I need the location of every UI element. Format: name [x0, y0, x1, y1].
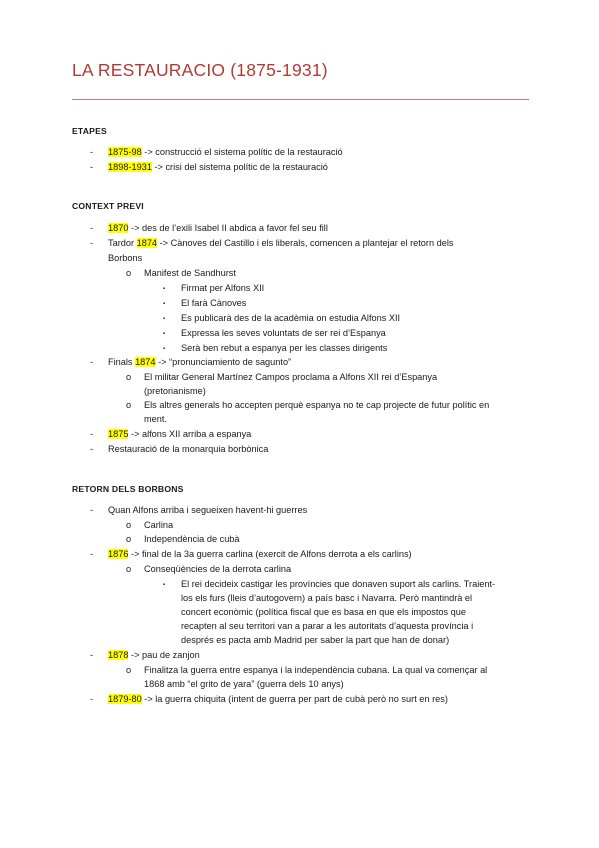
list-item: - — [90, 505, 94, 515]
sub-item-manifest: Manifest de Sandhurst — [144, 268, 236, 278]
sub-item: El militar General Martínez Campos proclama a Alfons XII rei d’Espanya — [144, 372, 438, 382]
sub-item-marker: o — [126, 665, 132, 675]
year-highlight: 1879-80 — [108, 694, 142, 704]
sub-sub-item-continuation: després es pacta amb Madrid per saber la part que han de donar) — [181, 635, 450, 645]
list-item-text: 1878 -> pau de zanjon — [108, 650, 200, 660]
list-item: - — [90, 223, 94, 233]
sub-item: Carlina — [144, 520, 174, 530]
section-heading-retorn: RETORN DELS BORBONS — [72, 484, 184, 494]
bullet-marker: ▪ — [163, 301, 166, 307]
bullet-marker: ▪ — [163, 316, 166, 322]
list-item: - — [90, 162, 94, 172]
sub-item: Independència de cubà — [144, 534, 240, 544]
list-item-text: 1870 -> des de l’exili Isabel II abdica a favor fel seu fill — [108, 223, 328, 233]
document-title: LA RESTAURACIO (1875-1931) — [72, 60, 328, 80]
section-heading-context: CONTEXT PREVI — [72, 201, 144, 211]
list-item: - — [90, 357, 94, 367]
list-item-continuation: Borbons — [108, 253, 143, 263]
bullet-marker: ▪ — [163, 331, 166, 337]
list-item-text: Restauració de la monarquia borbònica — [108, 444, 269, 454]
sub-item: Finalitza la guerra entre espanya i la independència cubana. La qual va començar al — [144, 665, 488, 675]
sub-item: Conseqüències de la derrota carlina — [144, 564, 292, 574]
list-item: - — [90, 238, 94, 248]
year-highlight: 1875-98 — [108, 147, 142, 157]
sub-sub-item: El farà Cànoves — [181, 298, 247, 308]
sub-item-marker: o — [126, 268, 132, 278]
section-heading-etapes: ETAPES — [72, 126, 107, 136]
list-item: - — [90, 444, 94, 454]
list-item: - — [90, 147, 94, 157]
list-item-text: Tardor 1874 -> Cànoves del Castillo i els liberals, comencen a plantejar el retorn dels — [108, 238, 454, 248]
year-highlight: 1876 — [108, 549, 129, 559]
year-highlight: 1870 — [108, 223, 129, 233]
list-item-text: 1875 -> alfons XII arriba a espanya — [108, 429, 252, 439]
sub-item: Els altres generals ho accepten perquè espanya no te cap projecte de futur polític en — [144, 400, 490, 410]
year-highlight: 1878 — [108, 650, 129, 660]
list-item: - — [90, 549, 94, 559]
list-item-text: 1898-1931 -> crisi del sistema polític de la restauració — [108, 162, 328, 172]
list-item-text: 1879-80 -> la guerra chiquita (intent de guerra per part de cubà però no surt en res) — [108, 694, 448, 704]
year-highlight: 1898-1931 — [108, 162, 152, 172]
sub-item-marker: o — [126, 372, 132, 382]
sub-sub-item-continuation: concert econòmic (política fiscal que es basa en que els impostos que — [181, 607, 466, 617]
bullet-marker: ▪ — [163, 582, 166, 588]
sub-sub-item: Firmat per Alfons XII — [181, 283, 265, 293]
list-item: - — [90, 694, 94, 704]
sub-item-continuation: ment. — [144, 414, 167, 424]
sub-item-continuation: 1868 amb “el grito de yara” (guerra dels 10 anys) — [144, 679, 344, 689]
list-item: - — [90, 650, 94, 660]
sub-sub-item: Es publicarà des de la acadèmia on estudia Alfons XII — [181, 313, 401, 323]
bullet-marker: ▪ — [163, 346, 166, 352]
sub-sub-item: Expressa les seves voluntats de ser rei d’Espanya — [181, 328, 386, 338]
sub-item-marker: o — [126, 534, 132, 544]
sub-sub-item-continuation: recapten al seu territori van a parar a les autoritats d’aquesta província i — [181, 621, 474, 631]
list-item-text: Quan Alfons arriba i segueixen havent-hi guerres — [108, 505, 308, 515]
list-item: - — [90, 429, 94, 439]
bullet-marker: ▪ — [163, 286, 166, 292]
sub-item-marker: o — [126, 520, 132, 530]
sub-sub-item-continuation: los els furs (lleis d’autogovern) a país basc i Navarra. Però mantindrà el — [181, 593, 473, 603]
year-highlight: 1874 — [135, 357, 156, 367]
title-divider — [72, 99, 529, 100]
list-item-text: 1875-98 -> construcció el sistema polític de la restauració — [108, 147, 343, 157]
list-item-text: Finals 1874 -> “pronunciamiento de sagunto” — [108, 357, 292, 367]
year-highlight: 1874 — [136, 238, 158, 248]
sub-sub-item: Serà ben rebut a espanya per les classes dirigents — [181, 343, 388, 353]
sub-item-marker: o — [126, 564, 132, 574]
sub-item-continuation: (pretorianisme) — [144, 386, 206, 396]
list-item-text: 1876 -> final de la 3a guerra carlina (exercit de Alfons derrota a els carlins) — [108, 549, 412, 559]
year-highlight: 1875 — [108, 429, 129, 439]
sub-item-marker: o — [126, 400, 132, 410]
sub-sub-item: El rei decideix castigar les províncies que donaven suport als carlins. Traient- — [181, 579, 496, 589]
